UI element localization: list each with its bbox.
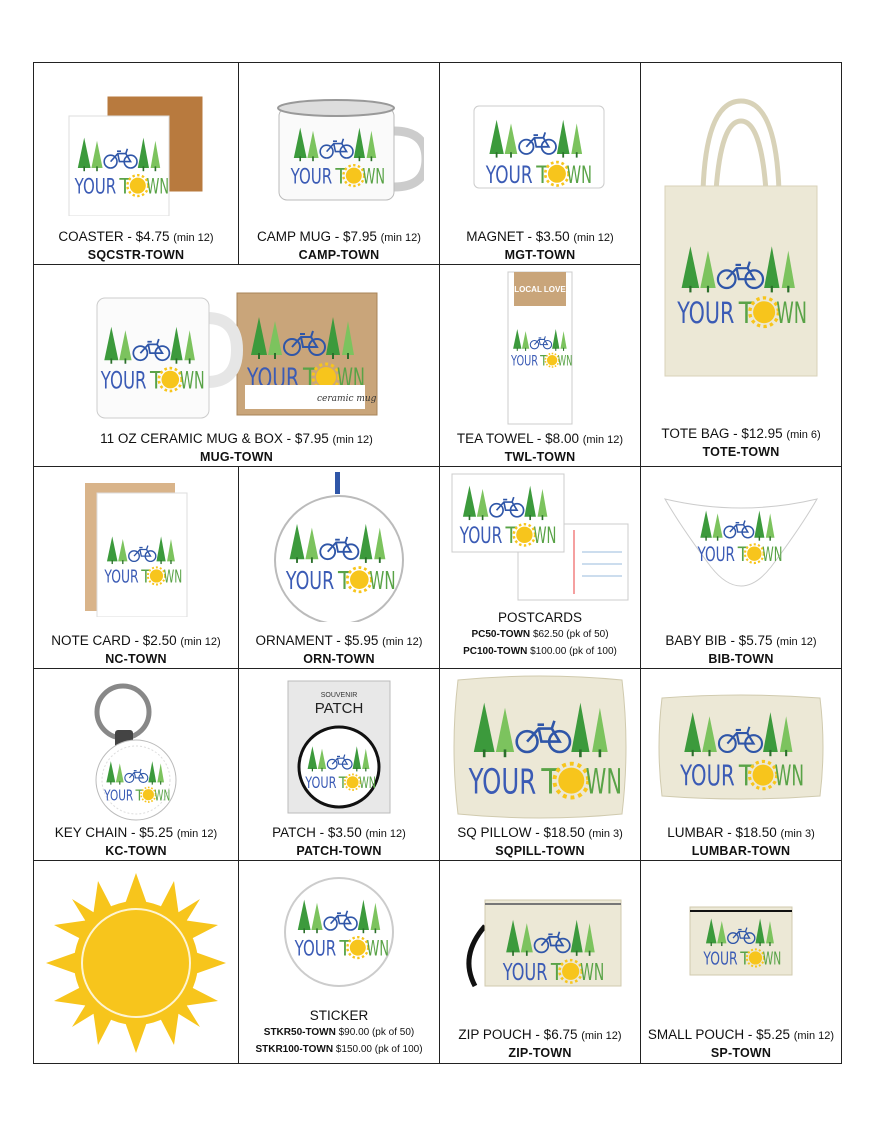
product-name: STICKER	[309, 1008, 369, 1023]
zip-pouch-image	[455, 886, 625, 996]
product-name: ORNAMENT - $5.95 (min 12)	[255, 633, 423, 648]
product-sku: SQPILL-TOWN	[495, 844, 585, 858]
product-cell-lumbar	[640, 668, 842, 861]
note-card-image	[81, 477, 191, 617]
product-sku: MGT-TOWN	[504, 248, 576, 262]
product-sku: KC-TOWN	[105, 844, 167, 858]
product-sku: BIB-TOWN	[708, 652, 774, 666]
patch-image	[284, 677, 394, 817]
product-name: COASTER - $4.75 (min 12)	[58, 229, 214, 244]
price-option: STKR50-TOWN $90.00 (pk of 50)	[263, 1027, 415, 1038]
product-name: PATCH - $3.50 (min 12)	[272, 825, 406, 840]
key-chain-image	[81, 672, 191, 822]
lumbar-pillow-image	[656, 692, 826, 802]
product-cell-patch	[238, 668, 440, 861]
product-name: 11 OZ CERAMIC MUG & BOX - $7.95 (min 12)	[100, 431, 373, 446]
product-cell-mug-box	[33, 264, 440, 467]
product-cell-ornament	[238, 466, 440, 669]
product-cell-baby-bib	[640, 466, 842, 669]
product-cell-magnet	[439, 62, 641, 265]
product-cell-key-chain	[33, 668, 239, 861]
sticker-image	[279, 872, 399, 992]
product-sku: CAMP-TOWN	[298, 248, 380, 262]
magnet-image	[470, 96, 610, 196]
product-cell-note-card	[33, 466, 239, 669]
product-cell-zip-pouch	[439, 860, 641, 1064]
product-sku: ZIP-TOWN	[508, 1046, 572, 1060]
product-name: CAMP MUG - $7.95 (min 12)	[257, 229, 421, 244]
product-cell-sq-pillow	[439, 668, 641, 861]
product-sku: LUMBAR-TOWN	[691, 844, 791, 858]
product-sku: SQCSTR-TOWN	[87, 248, 185, 262]
product-name: POSTCARDS	[497, 610, 582, 625]
ornament-image	[269, 472, 409, 622]
product-name: MAGNET - $3.50 (min 12)	[466, 229, 614, 244]
product-sku: TWL-TOWN	[504, 450, 576, 464]
product-name: KEY CHAIN - $5.25 (min 12)	[54, 825, 218, 840]
product-name: ZIP POUCH - $6.75 (min 12)	[458, 1027, 622, 1042]
postcards-image	[450, 472, 630, 602]
tea-towel-image	[500, 268, 580, 428]
price-option: STKR100-TOWN $150.00 (pk of 100)	[255, 1044, 423, 1055]
coaster-image	[61, 76, 211, 216]
mug-box-image	[87, 273, 387, 423]
product-cell-tea-towel	[439, 264, 641, 467]
camp-mug-image	[254, 86, 424, 206]
tote-bag-image	[661, 96, 821, 396]
product-name: SQ PILLOW - $18.50 (min 3)	[457, 825, 623, 840]
sq-pillow-image	[450, 672, 630, 822]
price-option: PC100-TOWN $100.00 (pk of 100)	[463, 646, 617, 657]
sun-icon	[41, 868, 231, 1058]
product-sku: TOTE-TOWN	[702, 445, 780, 459]
product-cell-tote-bag	[640, 62, 842, 467]
baby-bib-image	[661, 487, 821, 607]
product-name: TOTE BAG - $12.95 (min 6)	[661, 426, 821, 441]
product-name: TEA TOWEL - $8.00 (min 12)	[456, 431, 624, 446]
product-cell-postcards	[439, 466, 641, 669]
sun-logo-cell	[33, 860, 239, 1064]
product-sku: NC-TOWN	[105, 652, 167, 666]
product-sku: SP-TOWN	[710, 1046, 772, 1060]
product-cell-small-pouch	[640, 860, 842, 1064]
towel-band-label: LOCAL LOVE	[514, 284, 566, 294]
product-cell-camp-mug	[238, 62, 440, 265]
price-option: PC50-TOWN $62.50 (pk of 50)	[471, 629, 609, 640]
product-sheet	[33, 62, 842, 1064]
product-name: NOTE CARD - $2.50 (min 12)	[51, 633, 221, 648]
small-pouch-image	[686, 901, 796, 981]
product-sku: MUG-TOWN	[200, 450, 273, 464]
patch-card-big: PATCH	[314, 699, 364, 717]
product-cell-sticker	[238, 860, 440, 1064]
box-label: ceramic mug	[316, 393, 376, 404]
product-cell-coaster	[33, 62, 239, 265]
patch-card-small: SOUVENIR	[320, 691, 358, 699]
product-sku: ORN-TOWN	[303, 652, 375, 666]
product-sku: PATCH-TOWN	[296, 844, 382, 858]
product-name: SMALL POUCH - $5.25 (min 12)	[647, 1027, 835, 1042]
product-name: BABY BIB - $5.75 (min 12)	[665, 633, 817, 648]
product-name: LUMBAR - $18.50 (min 3)	[667, 825, 815, 840]
